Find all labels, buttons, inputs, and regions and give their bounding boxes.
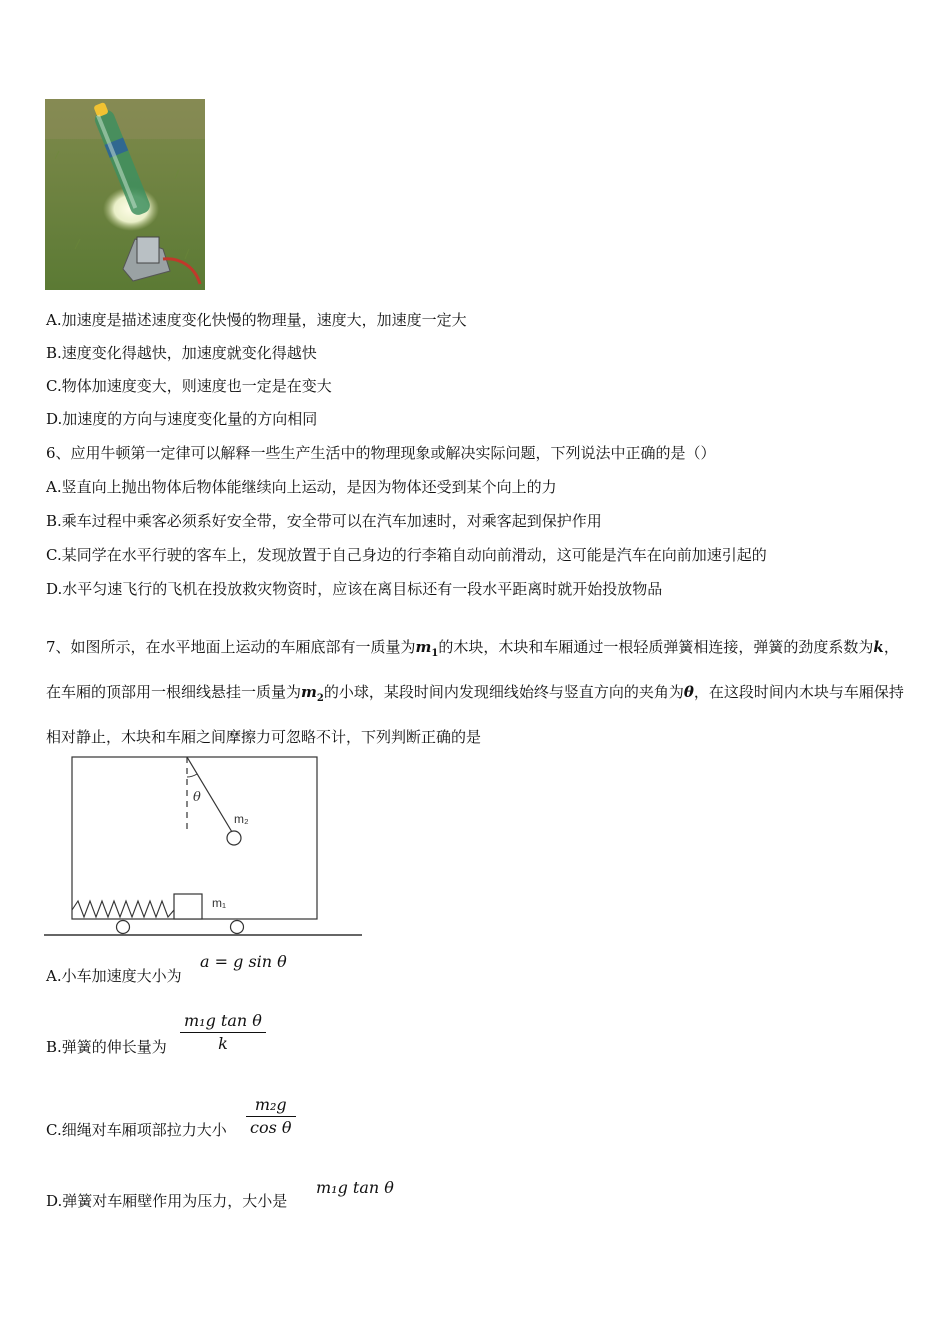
q6-option-c: C.某同学在水平行驶的客车上，发现放置于自己身边的行李箱自动向前滑动，这可能是汽车在向前加速引起的 <box>46 546 767 564</box>
m2-label: m₂ <box>234 812 249 826</box>
q6-stem: 6、应用牛顿第一定律可以解释一些生产生活中的物理现象或解决实际问题，下列说法中正确的是（） <box>46 444 716 462</box>
block-m1 <box>174 894 202 919</box>
q7-option-b-denominator: k <box>218 1034 228 1053</box>
q5-option-c: C.物体加速度变大，则速度也一定是在变大 <box>46 377 332 395</box>
q6-option-b: B.乘车过程中乘客必须系好安全带，安全带可以在汽车加速时，对乘客起到保护作用 <box>46 512 602 530</box>
q5-option-a: A.加速度是描述速度变化快慢的物理量，速度大，加速度一定大 <box>46 311 467 329</box>
q7-option-c: C.细绳对车厢项部拉力大小 <box>46 1121 227 1139</box>
q7-option-b-fraction <box>180 1010 266 1055</box>
wheel-right <box>231 921 244 934</box>
theta-label: θ <box>193 790 201 805</box>
q7-option-a: A.小车加速度大小为 <box>46 967 182 985</box>
spring <box>72 901 174 917</box>
q6-option-a: A.竖直向上抛出物体后物体能继续向上运动，是因为物体还受到某个向上的力 <box>46 478 557 496</box>
q7-option-b-numerator: m₁g tan θ <box>180 1010 266 1033</box>
q7-option-d-formula: m₁g tan θ <box>316 1178 394 1197</box>
q7-option-b: B.弹簧的伸长量为 <box>46 1038 167 1056</box>
q5-option-b: B.速度变化得越快，加速度就变化得越快 <box>46 344 317 362</box>
rocket-photo <box>45 99 205 290</box>
wheel-left <box>117 921 130 934</box>
q7-figure <box>44 755 364 940</box>
q7-option-c-fraction <box>246 1094 296 1139</box>
q7-option-c-denominator: cos θ <box>250 1118 292 1137</box>
q7-option-a-formula: a = g sin θ <box>200 952 287 971</box>
q5-option-d: D.加速度的方向与速度变化量的方向相同 <box>46 410 318 428</box>
q7-option-d: D.弹簧对车厢壁作用为压力，大小是 <box>46 1192 288 1210</box>
q7-option-c-numerator: m₂g <box>246 1094 296 1117</box>
ball-m2 <box>227 831 241 845</box>
m1-label: m₁ <box>212 896 227 910</box>
q6-option-d: D.水平匀速飞行的飞机在投放救灾物资时，应该在离目标还有一段水平距离时就开始投放物品 <box>46 580 663 598</box>
q7-stem: 7、如图所示，在水平地面上运动的车厢底部有一质量为$m_1$的木块，木块和车厢通过一根轻质弹簧相连接，弹簧的劲度系数为k，在车厢的顶部用一根细线悬挂一质量为$m_2$的小球，某段时间内发现细线始终与竖直方向的夹角为θ，在这段时间内木块与车厢保持相对静止，木块和车厢之间摩擦力可忽略不计，下列判断正确的是 <box>46 638 904 746</box>
